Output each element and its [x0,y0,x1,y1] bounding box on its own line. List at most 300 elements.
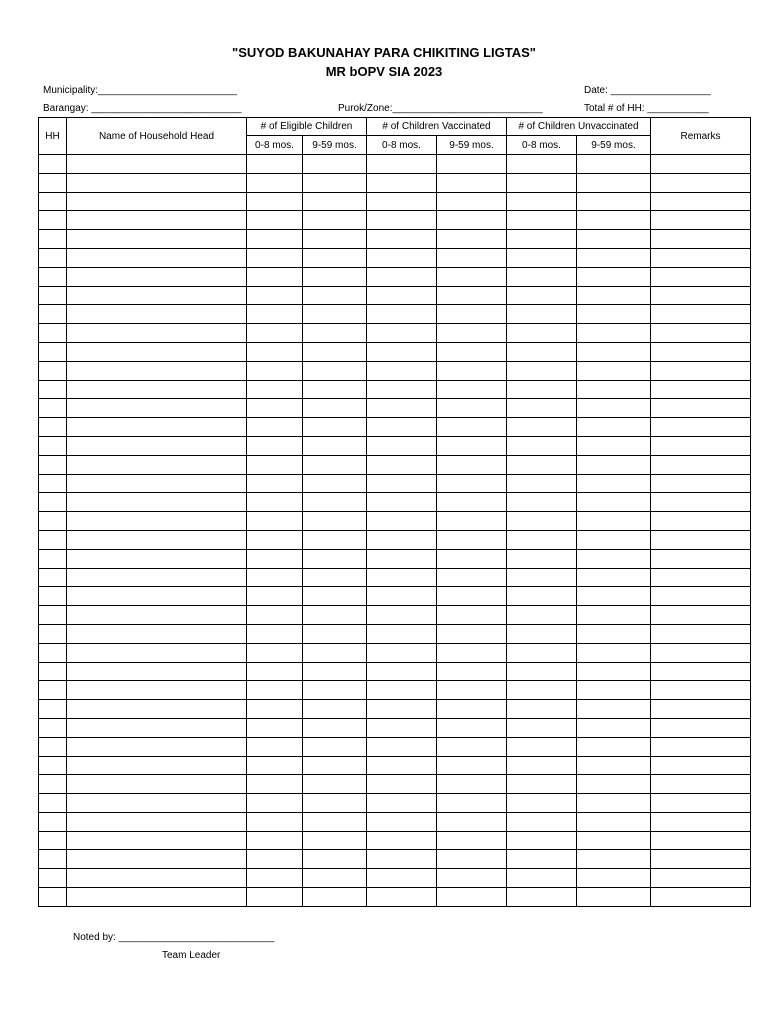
table-cell[interactable] [67,211,247,230]
table-cell[interactable] [437,587,507,606]
table-cell[interactable] [507,512,577,531]
table-cell[interactable] [39,305,67,324]
table-cell[interactable] [577,512,651,531]
table-cell[interactable] [367,418,437,437]
table-cell[interactable] [367,643,437,662]
table-cell[interactable] [367,155,437,174]
table-cell[interactable] [247,643,303,662]
table-cell[interactable] [577,700,651,719]
table-cell[interactable] [39,869,67,888]
table-cell[interactable] [39,643,67,662]
table-cell[interactable] [437,643,507,662]
table-cell[interactable] [507,286,577,305]
table-cell[interactable] [507,267,577,286]
table-cell[interactable] [577,286,651,305]
table-cell[interactable] [39,286,67,305]
table-cell[interactable] [437,737,507,756]
table-cell[interactable] [507,775,577,794]
table-cell[interactable] [39,512,67,531]
table-cell[interactable] [67,718,247,737]
table-cell[interactable] [247,380,303,399]
table-cell[interactable] [367,380,437,399]
table-cell[interactable] [39,324,67,343]
table-cell[interactable] [437,192,507,211]
table-cell[interactable] [303,230,367,249]
table-cell[interactable] [67,794,247,813]
table-cell[interactable] [437,530,507,549]
table-cell[interactable] [437,549,507,568]
table-cell[interactable] [247,248,303,267]
table-cell[interactable] [303,587,367,606]
table-cell[interactable] [507,587,577,606]
table-cell[interactable] [247,888,303,907]
table-cell[interactable] [247,267,303,286]
table-cell[interactable] [367,812,437,831]
table-cell[interactable] [577,324,651,343]
table-cell[interactable] [303,681,367,700]
table-cell[interactable] [507,436,577,455]
table-cell[interactable] [247,662,303,681]
table-cell[interactable] [577,737,651,756]
table-cell[interactable] [437,850,507,869]
table-cell[interactable] [39,436,67,455]
table-cell[interactable] [39,211,67,230]
table-cell[interactable] [67,587,247,606]
table-cell[interactable] [651,173,751,192]
table-cell[interactable] [651,587,751,606]
table-cell[interactable] [507,230,577,249]
table-cell[interactable] [67,436,247,455]
table-cell[interactable] [507,888,577,907]
table-cell[interactable] [247,324,303,343]
table-cell[interactable] [247,606,303,625]
table-cell[interactable] [367,286,437,305]
table-cell[interactable] [507,324,577,343]
table-cell[interactable] [437,230,507,249]
table-cell[interactable] [367,342,437,361]
table-cell[interactable] [437,512,507,531]
table-cell[interactable] [247,794,303,813]
table-cell[interactable] [39,775,67,794]
table-cell[interactable] [577,549,651,568]
table-cell[interactable] [651,624,751,643]
table-cell[interactable] [651,831,751,850]
table-cell[interactable] [303,888,367,907]
table-cell[interactable] [507,418,577,437]
table-cell[interactable] [507,737,577,756]
table-cell[interactable] [651,324,751,343]
table-cell[interactable] [247,286,303,305]
table-cell[interactable] [367,700,437,719]
table-cell[interactable] [67,342,247,361]
table-cell[interactable] [577,568,651,587]
table-cell[interactable] [577,342,651,361]
table-cell[interactable] [303,662,367,681]
table-cell[interactable] [437,211,507,230]
table-cell[interactable] [507,399,577,418]
table-cell[interactable] [247,512,303,531]
table-cell[interactable] [67,831,247,850]
table-cell[interactable] [437,718,507,737]
table-cell[interactable] [247,474,303,493]
table-cell[interactable] [367,756,437,775]
table-cell[interactable] [303,455,367,474]
table-cell[interactable] [39,794,67,813]
table-cell[interactable] [651,286,751,305]
table-cell[interactable] [39,812,67,831]
table-cell[interactable] [577,530,651,549]
table-cell[interactable] [651,737,751,756]
table-cell[interactable] [651,512,751,531]
table-cell[interactable] [367,474,437,493]
table-cell[interactable] [367,869,437,888]
table-cell[interactable] [303,530,367,549]
table-cell[interactable] [651,436,751,455]
table-cell[interactable] [437,324,507,343]
table-cell[interactable] [247,342,303,361]
table-cell[interactable] [577,267,651,286]
table-cell[interactable] [437,756,507,775]
table-cell[interactable] [67,812,247,831]
table-cell[interactable] [303,361,367,380]
table-cell[interactable] [577,305,651,324]
table-cell[interactable] [577,211,651,230]
table-cell[interactable] [651,399,751,418]
table-cell[interactable] [39,888,67,907]
table-cell[interactable] [303,173,367,192]
table-cell[interactable] [247,700,303,719]
table-cell[interactable] [39,230,67,249]
table-cell[interactable] [437,399,507,418]
table-cell[interactable] [39,662,67,681]
table-cell[interactable] [507,493,577,512]
table-cell[interactable] [247,173,303,192]
table-cell[interactable] [303,775,367,794]
noted-by-field[interactable]: Noted by: ____________________________ [73,932,275,943]
table-cell[interactable] [67,493,247,512]
table-cell[interactable] [577,643,651,662]
table-cell[interactable] [247,681,303,700]
table-cell[interactable] [577,155,651,174]
table-cell[interactable] [367,192,437,211]
table-cell[interactable] [303,286,367,305]
table-cell[interactable] [303,624,367,643]
table-cell[interactable] [367,230,437,249]
table-cell[interactable] [507,718,577,737]
table-cell[interactable] [303,737,367,756]
table-cell[interactable] [247,549,303,568]
table-cell[interactable] [577,399,651,418]
table-cell[interactable] [39,831,67,850]
table-cell[interactable] [437,436,507,455]
table-cell[interactable] [577,624,651,643]
table-cell[interactable] [507,756,577,775]
table-cell[interactable] [367,624,437,643]
table-cell[interactable] [651,568,751,587]
table-cell[interactable] [577,474,651,493]
table-cell[interactable] [577,850,651,869]
table-cell[interactable] [507,568,577,587]
table-cell[interactable] [507,794,577,813]
table-cell[interactable] [367,324,437,343]
table-cell[interactable] [437,380,507,399]
table-cell[interactable] [437,775,507,794]
table-cell[interactable] [577,662,651,681]
table-cell[interactable] [507,211,577,230]
table-cell[interactable] [651,380,751,399]
table-cell[interactable] [67,286,247,305]
table-cell[interactable] [577,606,651,625]
table-cell[interactable] [39,399,67,418]
table-cell[interactable] [507,192,577,211]
table-cell[interactable] [507,380,577,399]
purok-zone-field[interactable]: Purok/Zone:___________________________ [338,103,543,114]
table-cell[interactable] [39,568,67,587]
table-cell[interactable] [303,794,367,813]
table-cell[interactable] [247,361,303,380]
table-cell[interactable] [39,361,67,380]
table-cell[interactable] [437,662,507,681]
table-cell[interactable] [651,305,751,324]
table-cell[interactable] [303,831,367,850]
table-cell[interactable] [39,248,67,267]
table-cell[interactable] [367,455,437,474]
table-cell[interactable] [67,361,247,380]
table-cell[interactable] [437,248,507,267]
table-cell[interactable] [303,305,367,324]
table-cell[interactable] [67,418,247,437]
table-cell[interactable] [367,248,437,267]
table-cell[interactable] [507,530,577,549]
table-cell[interactable] [507,305,577,324]
table-cell[interactable] [303,418,367,437]
table-cell[interactable] [303,512,367,531]
table-cell[interactable] [367,568,437,587]
table-cell[interactable] [577,361,651,380]
table-cell[interactable] [67,700,247,719]
table-cell[interactable] [247,211,303,230]
table-cell[interactable] [367,850,437,869]
table-cell[interactable] [437,568,507,587]
table-cell[interactable] [247,192,303,211]
table-cell[interactable] [367,794,437,813]
table-cell[interactable] [247,775,303,794]
barangay-field[interactable]: Barangay: ___________________________ [43,103,242,114]
table-cell[interactable] [247,568,303,587]
table-cell[interactable] [651,267,751,286]
table-cell[interactable] [367,305,437,324]
table-cell[interactable] [67,756,247,775]
table-cell[interactable] [367,173,437,192]
table-cell[interactable] [247,718,303,737]
table-cell[interactable] [651,474,751,493]
table-cell[interactable] [507,624,577,643]
table-cell[interactable] [651,700,751,719]
table-cell[interactable] [651,361,751,380]
table-cell[interactable] [437,155,507,174]
table-cell[interactable] [303,606,367,625]
table-cell[interactable] [67,549,247,568]
table-cell[interactable] [67,455,247,474]
table-cell[interactable] [367,681,437,700]
table-cell[interactable] [39,737,67,756]
table-cell[interactable] [651,248,751,267]
table-cell[interactable] [507,342,577,361]
table-cell[interactable] [437,474,507,493]
table-cell[interactable] [651,794,751,813]
table-cell[interactable] [67,173,247,192]
table-cell[interactable] [39,606,67,625]
table-cell[interactable] [651,493,751,512]
table-cell[interactable] [437,681,507,700]
table-cell[interactable] [367,606,437,625]
table-cell[interactable] [303,211,367,230]
table-cell[interactable] [507,173,577,192]
table-cell[interactable] [367,267,437,286]
table-cell[interactable] [67,568,247,587]
table-cell[interactable] [367,775,437,794]
table-cell[interactable] [651,606,751,625]
table-cell[interactable] [67,248,247,267]
table-cell[interactable] [247,418,303,437]
table-cell[interactable] [367,436,437,455]
table-cell[interactable] [651,530,751,549]
table-cell[interactable] [303,436,367,455]
table-cell[interactable] [577,192,651,211]
total-hh-field[interactable]: Total # of HH: ___________ [584,103,709,114]
table-cell[interactable] [67,737,247,756]
table-cell[interactable] [577,812,651,831]
table-cell[interactable] [247,831,303,850]
table-cell[interactable] [651,718,751,737]
table-cell[interactable] [367,587,437,606]
table-cell[interactable] [67,399,247,418]
table-cell[interactable] [303,493,367,512]
table-cell[interactable] [437,286,507,305]
table-cell[interactable] [437,831,507,850]
table-cell[interactable] [303,248,367,267]
table-cell[interactable] [437,173,507,192]
table-cell[interactable] [303,192,367,211]
table-cell[interactable] [39,756,67,775]
table-cell[interactable] [437,418,507,437]
table-cell[interactable] [247,230,303,249]
table-cell[interactable] [67,530,247,549]
table-cell[interactable] [39,624,67,643]
table-cell[interactable] [651,681,751,700]
table-cell[interactable] [651,192,751,211]
table-cell[interactable] [67,155,247,174]
table-cell[interactable] [437,361,507,380]
table-cell[interactable] [67,888,247,907]
table-cell[interactable] [437,493,507,512]
table-cell[interactable] [303,700,367,719]
table-cell[interactable] [39,474,67,493]
table-cell[interactable] [651,850,751,869]
table-cell[interactable] [507,248,577,267]
table-cell[interactable] [367,512,437,531]
table-cell[interactable] [577,775,651,794]
table-cell[interactable] [651,211,751,230]
table-cell[interactable] [39,850,67,869]
table-cell[interactable] [67,474,247,493]
table-cell[interactable] [367,662,437,681]
table-cell[interactable] [367,718,437,737]
table-cell[interactable] [651,549,751,568]
table-cell[interactable] [67,380,247,399]
table-cell[interactable] [437,305,507,324]
table-cell[interactable] [507,606,577,625]
table-cell[interactable] [303,380,367,399]
table-cell[interactable] [67,267,247,286]
table-cell[interactable] [247,737,303,756]
table-cell[interactable] [437,700,507,719]
table-cell[interactable] [507,474,577,493]
table-cell[interactable] [507,812,577,831]
table-cell[interactable] [577,380,651,399]
table-cell[interactable] [247,155,303,174]
table-cell[interactable] [437,624,507,643]
table-cell[interactable] [247,587,303,606]
table-cell[interactable] [507,361,577,380]
table-cell[interactable] [39,530,67,549]
table-cell[interactable] [39,549,67,568]
table-cell[interactable] [437,267,507,286]
table-cell[interactable] [67,624,247,643]
table-cell[interactable] [247,850,303,869]
table-cell[interactable] [651,455,751,474]
table-cell[interactable] [651,342,751,361]
table-cell[interactable] [577,455,651,474]
table-cell[interactable] [39,455,67,474]
table-cell[interactable] [39,155,67,174]
table-cell[interactable] [577,756,651,775]
table-cell[interactable] [39,587,67,606]
table-cell[interactable] [67,643,247,662]
municipality-field[interactable]: Municipality:_________________________ [43,85,238,96]
table-cell[interactable] [67,192,247,211]
table-cell[interactable] [247,305,303,324]
table-cell[interactable] [577,794,651,813]
table-cell[interactable] [303,850,367,869]
table-cell[interactable] [39,173,67,192]
table-cell[interactable] [577,230,651,249]
table-cell[interactable] [247,399,303,418]
table-cell[interactable] [507,850,577,869]
table-cell[interactable] [507,662,577,681]
table-cell[interactable] [651,155,751,174]
table-cell[interactable] [39,681,67,700]
table-cell[interactable] [67,512,247,531]
table-cell[interactable] [303,267,367,286]
table-cell[interactable] [303,324,367,343]
table-cell[interactable] [651,775,751,794]
table-cell[interactable] [67,681,247,700]
table-cell[interactable] [247,436,303,455]
table-cell[interactable] [67,606,247,625]
table-cell[interactable] [577,173,651,192]
table-cell[interactable] [651,869,751,888]
table-cell[interactable] [507,549,577,568]
table-cell[interactable] [437,869,507,888]
table-cell[interactable] [577,248,651,267]
table-cell[interactable] [367,399,437,418]
table-cell[interactable] [577,681,651,700]
table-cell[interactable] [39,267,67,286]
table-cell[interactable] [39,342,67,361]
table-cell[interactable] [437,888,507,907]
table-cell[interactable] [303,643,367,662]
